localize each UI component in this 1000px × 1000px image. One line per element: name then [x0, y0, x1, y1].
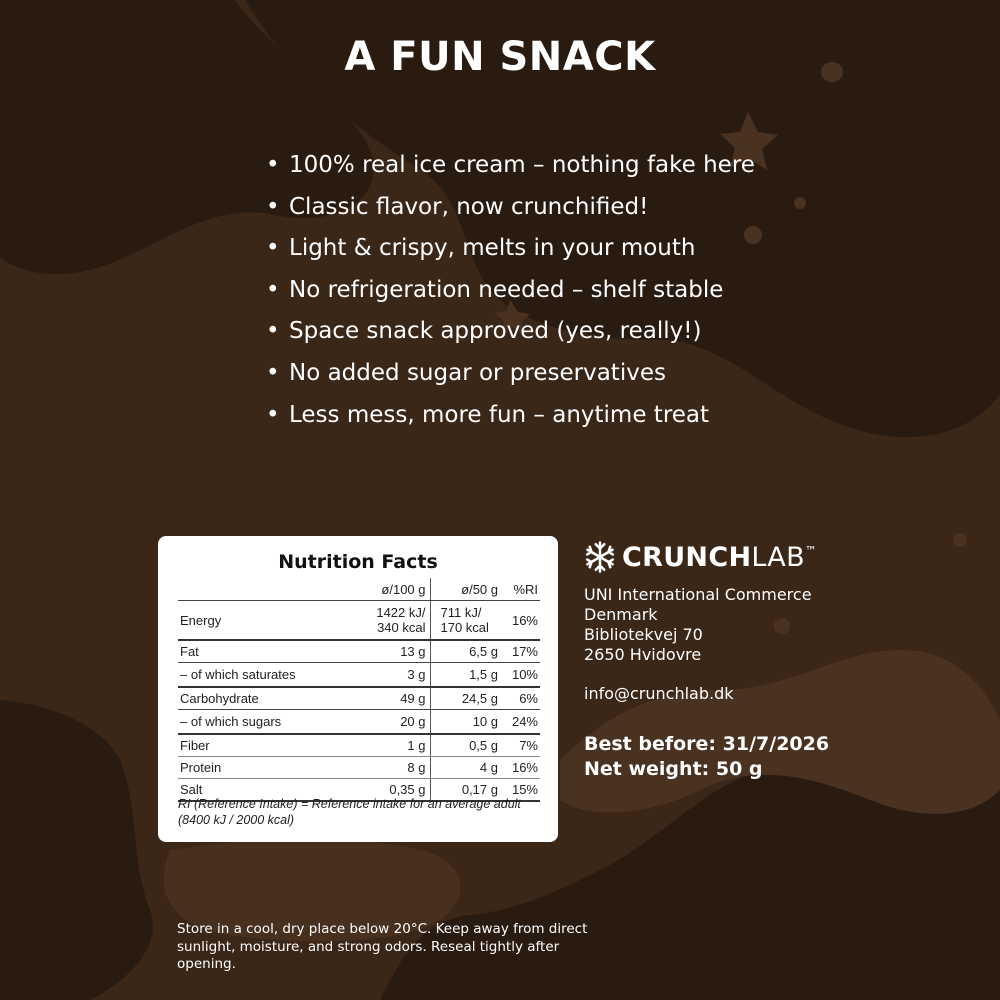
- bullet: •: [266, 359, 280, 386]
- bullet: •: [266, 193, 280, 220]
- nutrient-per50: 24,5 g: [430, 687, 500, 710]
- nutrient-label: Energy: [178, 601, 350, 641]
- nutrient-per50: 0,17 g: [430, 779, 500, 802]
- trademark: ™: [804, 543, 818, 558]
- nutrient-per100: 0,35 g: [350, 779, 430, 802]
- nutrition-row: [178, 640, 540, 663]
- energy-per50-kj: 711 kJ/: [440, 605, 482, 620]
- brand-name-bold: CRUNCH: [622, 541, 752, 573]
- nutrient-label: Fat: [178, 640, 350, 663]
- nutrition-row: [178, 710, 540, 735]
- feature-text: No added sugar or preservatives: [289, 359, 666, 386]
- page-title: A FUN SNACK: [344, 34, 656, 80]
- nutrient-ri: 10%: [500, 663, 540, 688]
- storage-instructions: Store in a cool, dry place below 20°C. Keep away from direct sunlight, moisture, and strong odors. Reseal tightly after opening.: [177, 921, 588, 972]
- nutrient-label: Carbohydrate: [178, 687, 350, 710]
- nutrient-per50: 0,5 g: [430, 734, 500, 757]
- energy-per50-kcal: 170 kcal: [440, 620, 489, 635]
- nutrient-per100: 1 g: [350, 734, 430, 757]
- energy-per100: [350, 601, 430, 641]
- address-line: Bibliotekvej 70: [584, 625, 703, 644]
- bullet: •: [266, 235, 280, 262]
- feature-item: [266, 228, 755, 270]
- nutrient-ri: 24%: [500, 710, 540, 735]
- header-blank: [178, 578, 350, 601]
- energy-per50: [430, 601, 500, 641]
- nutrient-per100: 8 g: [350, 757, 430, 779]
- net-weight: Net weight: 50 g: [584, 758, 763, 780]
- nutrient-per50: 6,5 g: [430, 640, 500, 663]
- header-per100: ø/100 g: [350, 578, 430, 601]
- address-line: 2650 Hvidovre: [584, 645, 702, 664]
- nutrition-row: [178, 663, 540, 688]
- nutrient-ri: 7%: [500, 734, 540, 757]
- nutrition-row-energy: [178, 601, 540, 641]
- nutrition-row: [178, 734, 540, 757]
- bullet: •: [266, 152, 280, 178]
- feature-item: [266, 311, 755, 353]
- nutrient-ri: 6%: [500, 687, 540, 710]
- feature-item: [266, 353, 755, 395]
- energy-per100-kcal: 340 kcal: [377, 620, 426, 635]
- energy-ri: 16%: [500, 601, 540, 641]
- bullet: •: [266, 401, 280, 428]
- company-address: [584, 585, 812, 665]
- nutrient-label: Protein: [178, 757, 350, 779]
- nutrient-label: – of which saturates: [178, 663, 350, 688]
- feature-text: 100% real ice cream – nothing fake here: [289, 152, 755, 178]
- feature-list: [266, 145, 755, 436]
- nutrient-ri: 15%: [500, 779, 540, 802]
- feature-text: Classic flavor, now crunchified!: [289, 193, 649, 220]
- product-info: [584, 732, 829, 782]
- nutrient-per50: 4 g: [430, 757, 500, 779]
- nutrient-ri: 16%: [500, 757, 540, 779]
- header-ri: %RI: [500, 578, 540, 601]
- nutrition-header-row: [178, 578, 540, 601]
- feature-text: Light & crispy, melts in your mouth: [289, 235, 696, 262]
- nutrition-table: [178, 578, 540, 802]
- nutrient-per100: 3 g: [350, 663, 430, 688]
- best-before: Best before: 31/7/2026: [584, 733, 830, 755]
- nutrition-row: [178, 757, 540, 779]
- feature-text: Less mess, more fun – anytime treat: [289, 401, 710, 428]
- feature-text: Space snack approved (yes, really!): [289, 318, 702, 345]
- nutrient-per100: 13 g: [350, 640, 430, 663]
- nutrition-title: Nutrition Facts: [278, 551, 438, 573]
- nutrition-row: [178, 687, 540, 710]
- brand-name: [622, 542, 817, 573]
- nutrient-label: Salt: [178, 779, 350, 802]
- nutrient-per100: 49 g: [350, 687, 430, 710]
- nutrition-facts-card: [158, 536, 558, 842]
- feature-item: [266, 395, 755, 437]
- brand-name-light: LAB: [751, 541, 805, 573]
- nutrition-footnote: RI (Reference Intake) = Reference intake for an average adult (8400 kJ / 2000 kcal): [178, 797, 521, 827]
- feature-item: [266, 145, 755, 187]
- bullet: •: [266, 276, 280, 303]
- address-line: Denmark: [584, 605, 658, 624]
- nutrient-per50: 10 g: [430, 710, 500, 735]
- energy-per100-kj: 1422 kJ/: [376, 605, 426, 620]
- brand-logo: [583, 540, 817, 574]
- bullet: •: [266, 318, 280, 345]
- address-line: UNI International Commerce: [584, 585, 812, 604]
- contact-email[interactable]: info@crunchlab.dk: [584, 684, 734, 703]
- feature-item: [266, 187, 755, 229]
- snowflake-icon: [583, 540, 617, 574]
- nutrient-label: – of which sugars: [178, 710, 350, 735]
- header-per50: ø/50 g: [430, 578, 500, 601]
- nutrient-ri: 17%: [500, 640, 540, 663]
- nutrient-per100: 20 g: [350, 710, 430, 735]
- nutrient-per50: 1,5 g: [430, 663, 500, 688]
- feature-item: [266, 270, 755, 312]
- feature-text: No refrigeration needed – shelf stable: [289, 276, 724, 303]
- nutrient-label: Fiber: [178, 734, 350, 757]
